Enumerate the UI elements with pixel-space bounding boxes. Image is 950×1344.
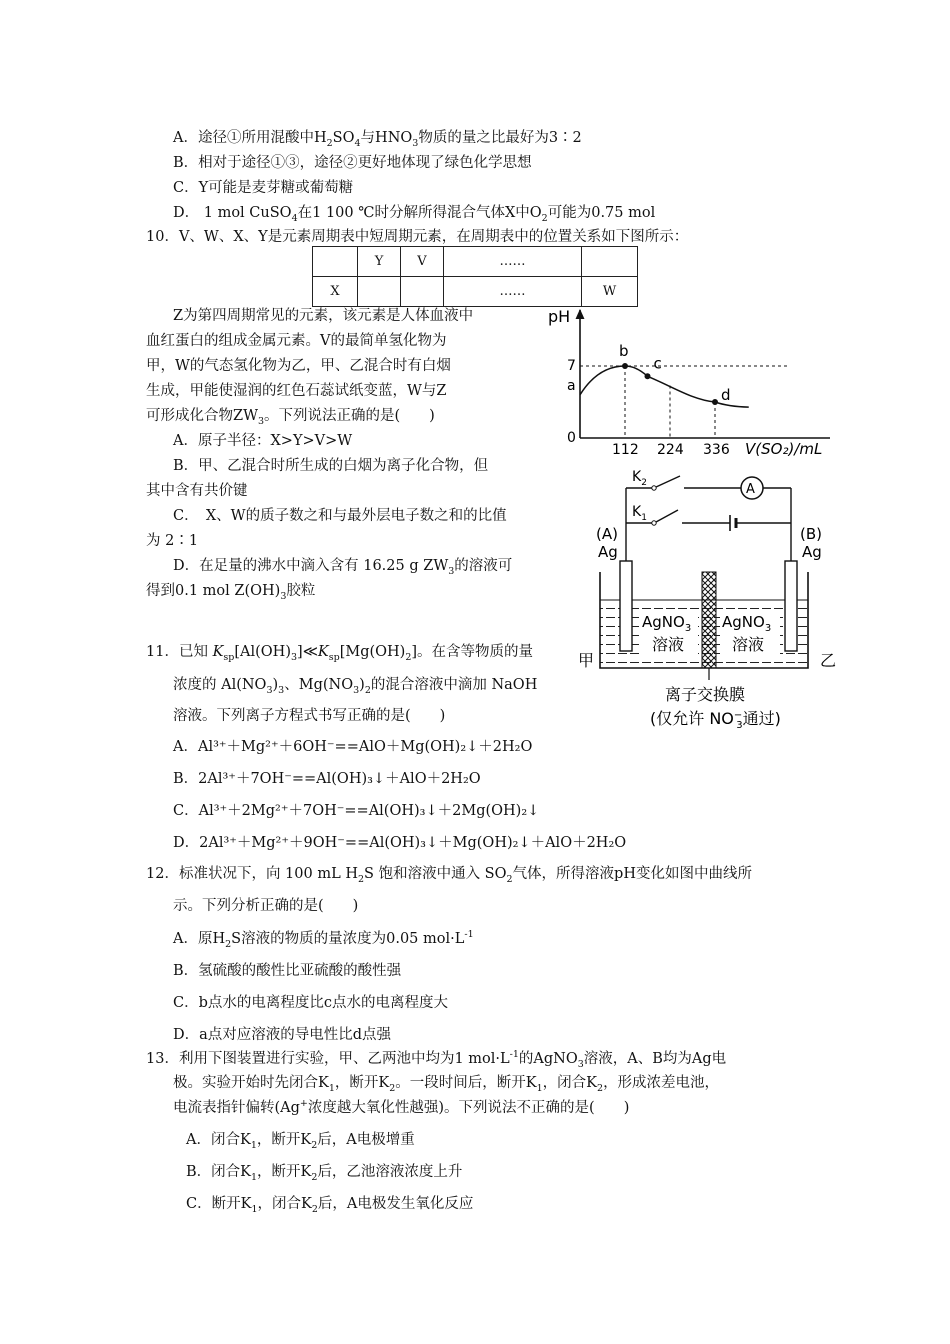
- q10-option-d-cont: 得到0.1 mol $Z(OH)_3$胶粒: [146, 583, 316, 602]
- q10-text-line: 甲，W的气态氢化物为乙，甲、乙混合时有白烟: [146, 358, 451, 374]
- x-tick-112: 112: [612, 442, 639, 458]
- table-cell: W: [582, 277, 638, 307]
- q10-text-line: Z为第四周期常见的元素，该元素是人体血液中: [173, 308, 474, 324]
- svg-text:溶液: 溶液: [732, 635, 765, 654]
- label-k1: $K_1$: [632, 504, 647, 523]
- label-pool-jia: 甲: [578, 651, 595, 670]
- x-tick-224: 224: [657, 442, 684, 458]
- table-cell: V: [401, 247, 444, 277]
- label-electrode-b: (B): [800, 525, 822, 543]
- q13-stem: 电流表指针偏转(Ag+浓度越大氧化性越强)。下列说法不正确的是( ): [173, 1098, 630, 1116]
- table-cell: [401, 277, 444, 307]
- x-axis-label: V(SO₂)/mL: [745, 440, 823, 458]
- q13-option-c: C．断开$K_1$，闭合$K_2$后，A电极发生氧化反应: [186, 1196, 474, 1215]
- ph-chart: [540, 300, 840, 460]
- q11-option-a: A．Al³⁺＋Mg²⁺＋6OH⁻==AlO＋Mg(OH)₂↓＋2H₂O: [173, 739, 533, 755]
- svg-text:A: A: [746, 482, 755, 497]
- switch-k1: [656, 510, 678, 522]
- label-electrode-a-metal: Ag: [598, 543, 618, 561]
- y-tick-a: a: [567, 378, 576, 394]
- q13-stem: 极。实验开始时先闭合$K_1$，断开$K_2$。一段时间后，断开$K_1$，闭合$K_2$，形成浓差电池，: [173, 1075, 720, 1094]
- q10-text-line: 生成，甲能使湿润的红色石蕊试纸变蓝，W与Z: [146, 383, 447, 399]
- q13-option-a: A．闭合$K_1$，断开$K_2$后，A电极增重: [186, 1132, 415, 1151]
- data-point-c: [645, 373, 651, 379]
- label-pool-yi: 乙: [820, 651, 837, 670]
- q13-option-b: B．闭合$K_1$，断开$K_2$后，乙池溶液浓度上升: [186, 1164, 463, 1183]
- table-cell: [358, 277, 401, 307]
- q12-stem: 示。下列分析正确的是( ): [173, 898, 359, 914]
- ion-exchange-membrane: [702, 572, 716, 668]
- q12-stem: 12．标准状况下，向 100 mL $H_2S$ 饱和溶液中通入 $SO_2$气体，所得溶液pH变化如图中曲线所: [146, 866, 752, 885]
- x-tick-0: 0: [567, 430, 576, 446]
- concentration-cell-diagram: [570, 460, 840, 740]
- membrane-note: (仅允许 NO− 3通过): [650, 709, 781, 731]
- point-label-b: b: [619, 342, 629, 360]
- electrode-b: [785, 561, 797, 651]
- q12-option-c: C．b点水的电离程度比c点水的电离程度大: [173, 995, 448, 1011]
- q10-option-c-cont: 为 2∶1: [146, 533, 199, 549]
- q11-option-c: C．Al³⁺＋2Mg²⁺＋7OH⁻==Al(OH)₃↓＋2Mg(OH)₂↓: [173, 803, 540, 819]
- q12-option-b: B．氢硫酸的酸性比亚硫酸的酸性强: [173, 963, 402, 979]
- q11-option-b: B．2Al³⁺＋7OH⁻==Al(OH)₃↓＋AlO＋2H₂O: [173, 771, 481, 787]
- switch-k2: [656, 476, 680, 487]
- x-tick-336: 336: [703, 442, 730, 458]
- q11-stem: 溶液。下列离子方程式书写正确的是( ): [173, 708, 446, 724]
- q10-option-c: C． X、W的质子数之和与最外层电子数之和的比值: [173, 508, 507, 524]
- q11-stem: 11．已知 $K_{sp}[Al(OH)_3]≪K_{sp}[Mg(OH)_2]$。在含等物质的量: [146, 644, 534, 663]
- y-tick-7: 7: [567, 358, 576, 374]
- q13-stem: 13．利用下图装置进行实验，甲、乙两池中均为1 $mol\cdot L^{-1}$的AgNO$_3$溶液，A、B均为Ag电: [146, 1049, 727, 1070]
- q11-stem: 浓度的 $Al(NO_3)_3$、$Mg(NO_3)_2$的混合溶液中滴加 NaOH: [173, 677, 538, 696]
- q9-option-c: C．Y可能是麦芽糖或葡萄糖: [173, 180, 354, 196]
- q9-option-a: A．途径①所用混酸中$H_2SO_4$与$HNO_3$物质的量之比最好为3∶2: [173, 130, 582, 149]
- label-electrode-b-metal: Ag: [802, 543, 822, 561]
- q9-option-b: B．相对于途径①③，途径②更好地体现了绿色化学思想: [173, 155, 532, 171]
- periodic-table-fragment: [312, 246, 638, 307]
- q12-option-a: A．原$H_2S$溶液的物质的量浓度为0.05 $mol\cdot L^{-1}$: [173, 929, 474, 950]
- q10-option-b-cont: 其中含有共价键: [146, 483, 248, 499]
- point-label-c: c: [653, 354, 662, 373]
- svg-text:AgNO3: AgNO$_3$: [722, 613, 772, 634]
- label-electrode-a: (A): [596, 525, 618, 543]
- q10-text-line: 血红蛋白的组成金属元素。V的最简单氢化物为: [146, 333, 447, 349]
- table-cell: ……: [444, 247, 582, 277]
- electrode-a: [620, 561, 632, 651]
- point-label-d: d: [721, 386, 731, 404]
- q9-option-d: D． 1 mol CuSO$_4$在1 100 ℃时分解所得混合气体X中$O_2$可能为0.75 mol: [173, 205, 656, 224]
- q10-text-line: 可形成化合物$ZW_3$。下列说法正确的是( ): [146, 408, 435, 427]
- svg-text:溶液: 溶液: [652, 635, 685, 654]
- membrane-label: 离子交换膜: [665, 685, 746, 704]
- y-axis-label: pH: [548, 307, 571, 326]
- svg-text:AgNO3: AgNO$_3$: [642, 613, 692, 634]
- q11-option-d: D．2Al³⁺＋Mg²⁺＋9OH⁻==Al(OH)₃↓＋Mg(OH)₂↓＋AlO＋2H₂O: [173, 835, 627, 851]
- q10-stem: 10．V、W、X、Y是元素周期表中短周期元素，在周期表中的位置关系如下图所示：: [146, 229, 689, 245]
- q12-option-d: D．a点对应溶液的导电性比d点强: [173, 1027, 392, 1043]
- table-cell: ……: [444, 277, 582, 307]
- table-cell: Y: [358, 247, 401, 277]
- label-k2: $K_2$: [632, 469, 647, 488]
- q10-option-a: A．原子半径：X>Y>V>W: [173, 433, 353, 449]
- q10-option-d: D．在足量的沸水中滴入含有 16.25 g $ZW_3$的溶液可: [173, 558, 513, 577]
- table-cell: X: [313, 277, 358, 307]
- table-cell: [582, 247, 638, 277]
- q10-option-b: B．甲、乙混合时所生成的白烟为离子化合物，但: [173, 458, 489, 474]
- table-cell: [313, 247, 358, 277]
